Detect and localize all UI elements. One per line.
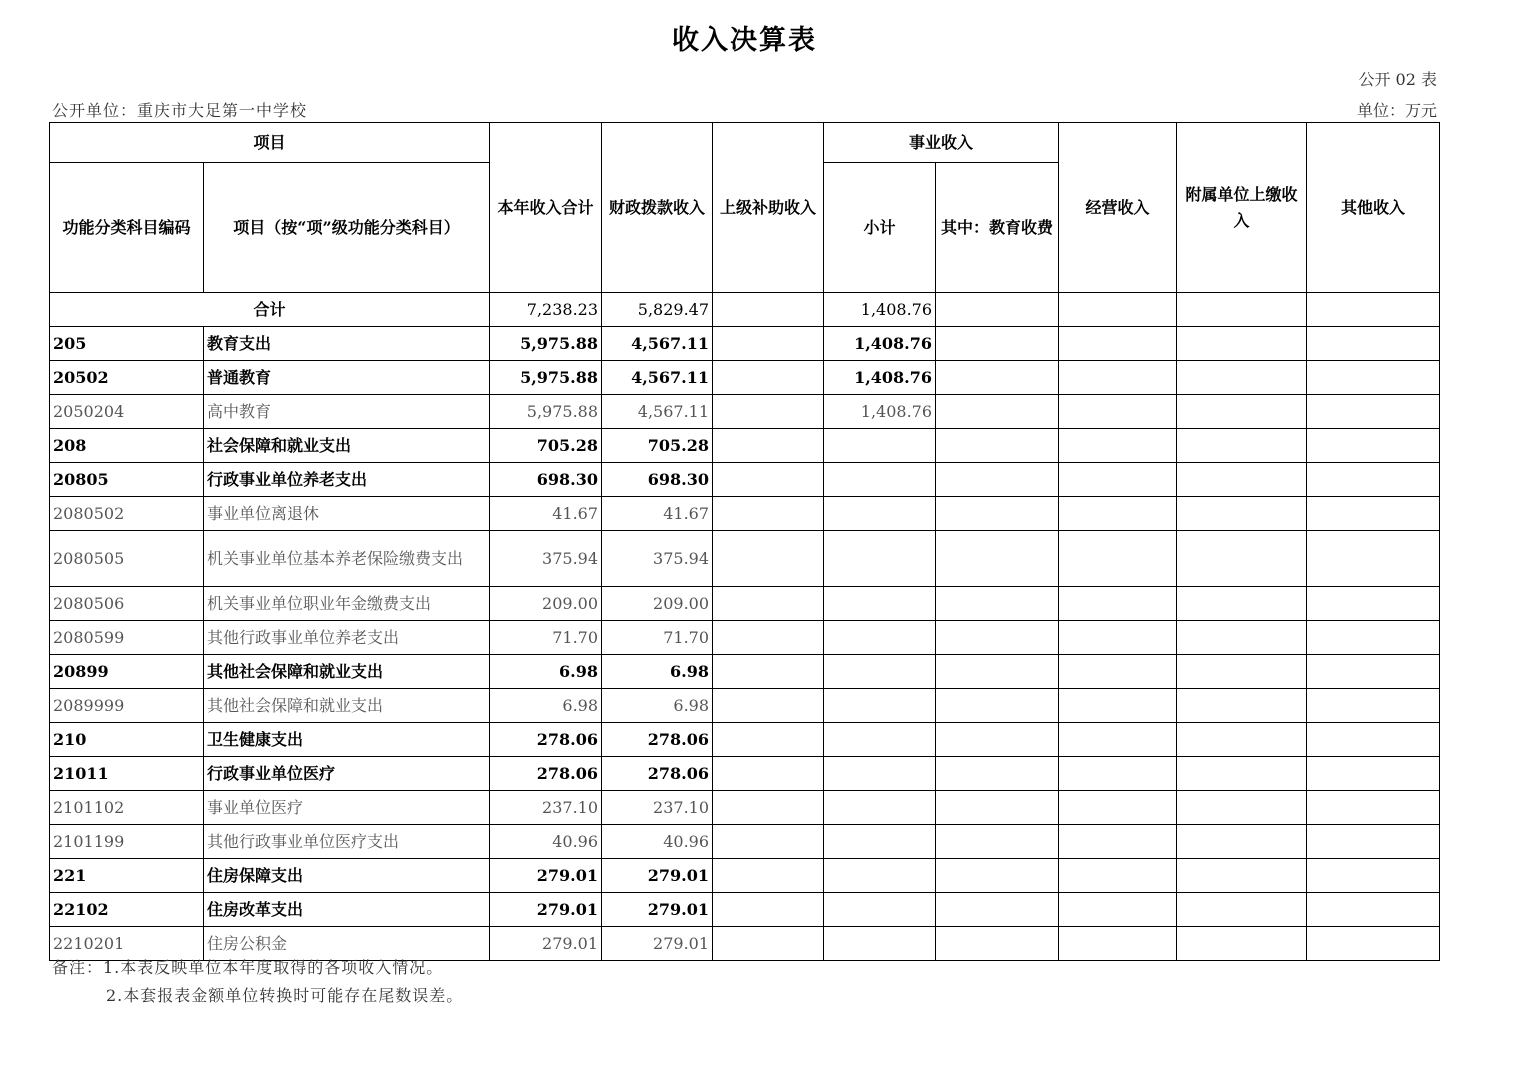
cell-name: 住房保障支出 — [204, 859, 490, 893]
cell-subtotal — [824, 429, 936, 463]
table-row — [50, 531, 1440, 587]
cell-education-fee — [936, 429, 1059, 463]
cell-operating — [1059, 689, 1177, 723]
cell-subtotal — [824, 791, 936, 825]
cell-education-fee — [936, 927, 1059, 961]
cell-total: 40.96 — [490, 825, 602, 859]
cell-total: 6.98 — [490, 655, 602, 689]
cell-affiliated — [1177, 395, 1307, 429]
cell-subtotal — [824, 497, 936, 531]
cell-subsidy — [713, 791, 824, 825]
cell-total: 375.94 — [490, 531, 602, 587]
header-name: 项目（按“项”级功能分类科目） — [204, 163, 490, 293]
cell-total: 41.67 — [490, 497, 602, 531]
cell-fiscal: 375.94 — [602, 531, 713, 587]
cell-education-fee — [936, 893, 1059, 927]
cell-affiliated — [1177, 621, 1307, 655]
table-row — [50, 893, 1440, 927]
cell-total: 71.70 — [490, 621, 602, 655]
cell-operating — [1059, 825, 1177, 859]
cell-subsidy — [713, 621, 824, 655]
total-other — [1307, 293, 1440, 327]
cell-name: 其他行政事业单位养老支出 — [204, 621, 490, 655]
cell-subsidy — [713, 531, 824, 587]
header-operating: 经营收入 — [1059, 123, 1177, 293]
cell-subsidy — [713, 429, 824, 463]
table-row — [50, 327, 1440, 361]
cell-operating — [1059, 757, 1177, 791]
cell-name: 其他行政事业单位医疗支出 — [204, 825, 490, 859]
cell-total: 5,975.88 — [490, 361, 602, 395]
cell-total: 278.06 — [490, 757, 602, 791]
cell-education-fee — [936, 723, 1059, 757]
cell-affiliated — [1177, 825, 1307, 859]
cell-subtotal: 1,408.76 — [824, 361, 936, 395]
cell-total: 209.00 — [490, 587, 602, 621]
cell-code: 21011 — [50, 757, 204, 791]
cell-fiscal: 6.98 — [602, 689, 713, 723]
cell-operating — [1059, 791, 1177, 825]
cell-fiscal: 41.67 — [602, 497, 713, 531]
reporting-unit: 公开单位：重庆市大足第一中学校 — [52, 101, 308, 120]
cell-subsidy — [713, 395, 824, 429]
table-row — [50, 723, 1440, 757]
cell-name: 卫生健康支出 — [204, 723, 490, 757]
cell-subtotal — [824, 689, 936, 723]
cell-education-fee — [936, 327, 1059, 361]
cell-other — [1307, 689, 1440, 723]
cell-code: 2101199 — [50, 825, 204, 859]
cell-operating — [1059, 327, 1177, 361]
cell-other — [1307, 395, 1440, 429]
currency-unit: 单位：万元 — [1356, 101, 1437, 120]
header-code: 功能分类科目编码 — [50, 163, 204, 293]
total-subtotal: 1,408.76 — [824, 293, 936, 327]
income-table — [49, 122, 1440, 961]
cell-affiliated — [1177, 497, 1307, 531]
total-subsidy — [713, 293, 824, 327]
cell-name: 普通教育 — [204, 361, 490, 395]
header-fiscal: 财政拨款收入 — [602, 123, 713, 293]
cell-code: 22102 — [50, 893, 204, 927]
cell-affiliated — [1177, 893, 1307, 927]
header-affiliated: 附属单位上缴收入 — [1177, 123, 1307, 293]
cell-other — [1307, 531, 1440, 587]
cell-subsidy — [713, 723, 824, 757]
cell-other — [1307, 825, 1440, 859]
table-row — [50, 429, 1440, 463]
cell-other — [1307, 327, 1440, 361]
cell-subtotal — [824, 757, 936, 791]
cell-operating — [1059, 429, 1177, 463]
cell-fiscal: 698.30 — [602, 463, 713, 497]
cell-fiscal: 4,567.11 — [602, 327, 713, 361]
cell-total: 279.01 — [490, 927, 602, 961]
cell-code: 20805 — [50, 463, 204, 497]
cell-code: 2080505 — [50, 531, 204, 587]
cell-code: 2080506 — [50, 587, 204, 621]
note-2: 2.本套报表金额单位转换时可能存在尾数误差。 — [106, 986, 464, 1005]
table-row — [50, 497, 1440, 531]
cell-name: 住房改革支出 — [204, 893, 490, 927]
cell-education-fee — [936, 395, 1059, 429]
cell-affiliated — [1177, 587, 1307, 621]
cell-subsidy — [713, 497, 824, 531]
cell-education-fee — [936, 689, 1059, 723]
cell-fiscal: 279.01 — [602, 859, 713, 893]
cell-subsidy — [713, 655, 824, 689]
cell-subsidy — [713, 689, 824, 723]
cell-code: 2080502 — [50, 497, 204, 531]
cell-other — [1307, 587, 1440, 621]
cell-affiliated — [1177, 757, 1307, 791]
cell-subsidy — [713, 361, 824, 395]
cell-operating — [1059, 621, 1177, 655]
total-income: 7,238.23 — [490, 293, 602, 327]
cell-subsidy — [713, 825, 824, 859]
cell-fiscal: 4,567.11 — [602, 361, 713, 395]
cell-subsidy — [713, 927, 824, 961]
cell-total: 278.06 — [490, 723, 602, 757]
cell-total: 705.28 — [490, 429, 602, 463]
cell-fiscal: 237.10 — [602, 791, 713, 825]
cell-code: 221 — [50, 859, 204, 893]
cell-operating — [1059, 463, 1177, 497]
cell-name: 事业单位离退休 — [204, 497, 490, 531]
cell-other — [1307, 893, 1440, 927]
cell-operating — [1059, 395, 1177, 429]
cell-operating — [1059, 497, 1177, 531]
total-education-fee — [936, 293, 1059, 327]
table-number: 公开 02 表 — [1358, 70, 1437, 89]
cell-education-fee — [936, 497, 1059, 531]
cell-operating — [1059, 893, 1177, 927]
cell-subtotal — [824, 463, 936, 497]
cell-code: 2101102 — [50, 791, 204, 825]
cell-affiliated — [1177, 723, 1307, 757]
cell-affiliated — [1177, 327, 1307, 361]
cell-education-fee — [936, 757, 1059, 791]
cell-other — [1307, 859, 1440, 893]
cell-education-fee — [936, 621, 1059, 655]
cell-subtotal — [824, 723, 936, 757]
cell-code: 210 — [50, 723, 204, 757]
cell-name: 住房公积金 — [204, 927, 490, 961]
cell-education-fee — [936, 859, 1059, 893]
header-business: 事业收入 — [824, 123, 1059, 163]
cell-name: 机关事业单位职业年金缴费支出 — [204, 587, 490, 621]
cell-subtotal — [824, 825, 936, 859]
cell-total: 5,975.88 — [490, 327, 602, 361]
cell-affiliated — [1177, 927, 1307, 961]
table-row — [50, 689, 1440, 723]
table-header — [50, 123, 1440, 293]
cell-fiscal: 71.70 — [602, 621, 713, 655]
cell-code: 208 — [50, 429, 204, 463]
cell-fiscal: 279.01 — [602, 927, 713, 961]
cell-other — [1307, 723, 1440, 757]
table-row — [50, 927, 1440, 961]
table-row — [50, 587, 1440, 621]
cell-operating — [1059, 361, 1177, 395]
cell-affiliated — [1177, 429, 1307, 463]
cell-name: 社会保障和就业支出 — [204, 429, 490, 463]
table-row — [50, 859, 1440, 893]
cell-total: 279.01 — [490, 893, 602, 927]
cell-affiliated — [1177, 859, 1307, 893]
cell-affiliated — [1177, 361, 1307, 395]
cell-education-fee — [936, 791, 1059, 825]
cell-total: 237.10 — [490, 791, 602, 825]
cell-fiscal: 279.01 — [602, 893, 713, 927]
cell-education-fee — [936, 825, 1059, 859]
cell-affiliated — [1177, 531, 1307, 587]
cell-name: 事业单位医疗 — [204, 791, 490, 825]
header-subsidy: 上级补助收入 — [713, 123, 824, 293]
table-row — [50, 757, 1440, 791]
cell-fiscal: 6.98 — [602, 655, 713, 689]
cell-name: 其他社会保障和就业支出 — [204, 655, 490, 689]
cell-code: 2080599 — [50, 621, 204, 655]
cell-code: 205 — [50, 327, 204, 361]
cell-subsidy — [713, 859, 824, 893]
table-row — [50, 621, 1440, 655]
table-row — [50, 361, 1440, 395]
cell-total: 5,975.88 — [490, 395, 602, 429]
total-label: 合计 — [50, 293, 490, 327]
cell-fiscal: 278.06 — [602, 723, 713, 757]
cell-fiscal: 40.96 — [602, 825, 713, 859]
cell-subtotal — [824, 893, 936, 927]
cell-code: 2050204 — [50, 395, 204, 429]
cell-code: 2089999 — [50, 689, 204, 723]
header-total: 本年收入合计 — [490, 123, 602, 293]
cell-fiscal: 4,567.11 — [602, 395, 713, 429]
cell-subsidy — [713, 327, 824, 361]
table-body — [50, 293, 1440, 961]
total-fiscal: 5,829.47 — [602, 293, 713, 327]
cell-other — [1307, 361, 1440, 395]
cell-name: 高中教育 — [204, 395, 490, 429]
cell-subsidy — [713, 893, 824, 927]
cell-education-fee — [936, 463, 1059, 497]
notes — [52, 958, 463, 1014]
header-subtotal: 小计 — [824, 163, 936, 293]
cell-operating — [1059, 927, 1177, 961]
cell-subsidy — [713, 587, 824, 621]
cell-subsidy — [713, 463, 824, 497]
cell-total: 6.98 — [490, 689, 602, 723]
cell-operating — [1059, 587, 1177, 621]
cell-subsidy — [713, 757, 824, 791]
note-1: 备注：1.本表反映单位本年度取得的各项收入情况。 — [52, 958, 444, 977]
cell-total: 698.30 — [490, 463, 602, 497]
cell-education-fee — [936, 361, 1059, 395]
table-row — [50, 395, 1440, 429]
total-affiliated — [1177, 293, 1307, 327]
cell-other — [1307, 429, 1440, 463]
cell-name: 其他社会保障和就业支出 — [204, 689, 490, 723]
cell-name: 教育支出 — [204, 327, 490, 361]
table-row — [50, 825, 1440, 859]
total-operating — [1059, 293, 1177, 327]
table-row — [50, 655, 1440, 689]
cell-fiscal: 209.00 — [602, 587, 713, 621]
cell-subtotal — [824, 655, 936, 689]
cell-subtotal — [824, 587, 936, 621]
cell-subtotal — [824, 859, 936, 893]
page-title: 收入决算表 — [672, 25, 817, 56]
cell-other — [1307, 621, 1440, 655]
cell-name: 行政事业单位医疗 — [204, 757, 490, 791]
cell-subtotal: 1,408.76 — [824, 395, 936, 429]
header-project: 项目 — [50, 123, 490, 163]
total-row — [50, 293, 1440, 327]
header-other: 其他收入 — [1307, 123, 1440, 293]
cell-subtotal — [824, 927, 936, 961]
cell-name: 机关事业单位基本养老保险缴费支出 — [204, 531, 490, 587]
header-education-fee: 其中：教育收费 — [936, 163, 1059, 293]
cell-other — [1307, 655, 1440, 689]
cell-other — [1307, 791, 1440, 825]
cell-fiscal: 278.06 — [602, 757, 713, 791]
cell-other — [1307, 463, 1440, 497]
cell-subtotal — [824, 621, 936, 655]
cell-education-fee — [936, 587, 1059, 621]
cell-education-fee — [936, 655, 1059, 689]
cell-operating — [1059, 531, 1177, 587]
cell-education-fee — [936, 531, 1059, 587]
table-row — [50, 463, 1440, 497]
cell-operating — [1059, 723, 1177, 757]
cell-other — [1307, 497, 1440, 531]
cell-affiliated — [1177, 463, 1307, 497]
cell-operating — [1059, 859, 1177, 893]
cell-total: 279.01 — [490, 859, 602, 893]
cell-other — [1307, 927, 1440, 961]
cell-operating — [1059, 655, 1177, 689]
cell-code: 2210201 — [50, 927, 204, 961]
cell-fiscal: 705.28 — [602, 429, 713, 463]
cell-affiliated — [1177, 689, 1307, 723]
cell-other — [1307, 757, 1440, 791]
cell-subtotal — [824, 531, 936, 587]
cell-affiliated — [1177, 655, 1307, 689]
cell-subtotal: 1,408.76 — [824, 327, 936, 361]
cell-affiliated — [1177, 791, 1307, 825]
table-row — [50, 791, 1440, 825]
cell-name: 行政事业单位养老支出 — [204, 463, 490, 497]
cell-code: 20899 — [50, 655, 204, 689]
cell-code: 20502 — [50, 361, 204, 395]
